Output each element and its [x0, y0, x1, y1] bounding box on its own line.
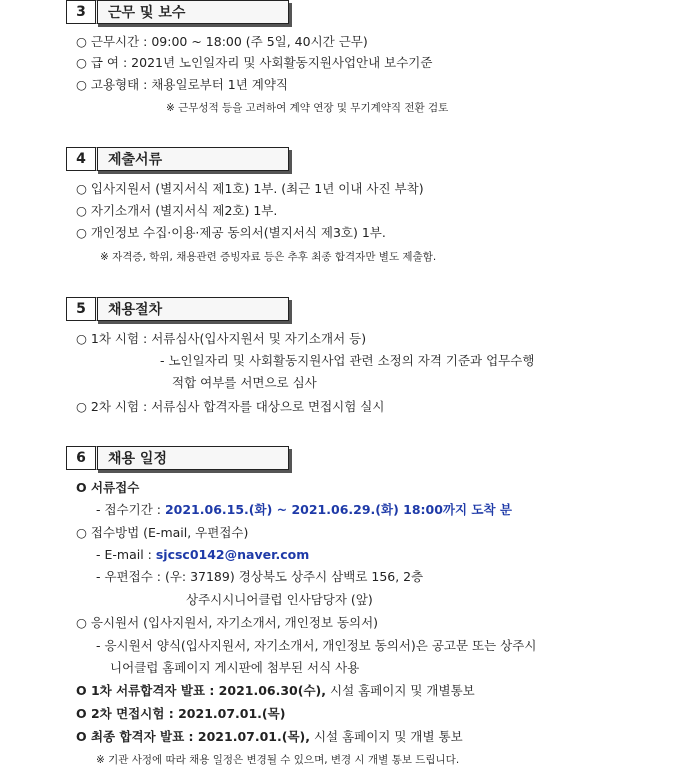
first-result-rest: 시설 홈페이지 및 개별통보: [326, 683, 475, 698]
section-number: 4: [66, 147, 95, 171]
note: ※ 자격증, 학위, 채용관련 증빙자료 등은 추후 최종 합격자만 별도 제출함.: [100, 251, 437, 263]
doc-privacy-consent: ○ 개인정보 수집·이용·제공 동의서(별지서식 제3호) 1부.: [76, 225, 386, 240]
section-6-header: [66, 446, 289, 470]
email-row: [96, 546, 309, 564]
employment-type: ○ 고용형태 : 채용일로부터 1년 계약직: [76, 77, 288, 92]
forms-detail: - 응시원서 양식(입사지원서, 자기소개서, 개인정보 동의서)은 공고문 또는 상주시: [96, 638, 537, 653]
section-number: 5: [66, 297, 95, 321]
final-result-row: [76, 728, 463, 746]
postal-recipient: 상주시시니어클럽 인사담당자 (앞): [186, 592, 373, 607]
section-title: 제출서류: [95, 147, 289, 171]
reception-period: [96, 501, 512, 519]
section-title: 근무 및 보수: [95, 0, 289, 24]
schedule-note: ※ 기관 사정에 따라 채용 일정은 변경될 수 있으며, 변경 시 개별 통보 드립니다.: [96, 754, 460, 766]
final-result-bold: O 최종 합격자 발표 : 2021.07.01.(목),: [76, 729, 310, 744]
first-exam-detail: - 노인일자리 및 사회활동지원사업 관련 소정의 자격 기준과 업무수행: [160, 353, 535, 368]
section-title: 채용 일정: [95, 446, 289, 470]
section-number: 3: [66, 0, 95, 24]
doc-self-intro: ○ 자기소개서 (별지서식 제2호) 1부.: [76, 203, 278, 218]
first-result-row: [76, 682, 475, 700]
forms-detail-cont: 니어클럽 홈페이지 게시판에 첨부된 서식 사용: [110, 660, 360, 675]
section-title: 채용절차: [95, 297, 289, 321]
section-number: 6: [66, 446, 95, 470]
first-exam: ○ 1차 시험 : 서류심사(입사지원서 및 자기소개서 등): [76, 331, 367, 346]
application-forms: ○ 응시원서 (입사지원서, 자기소개서, 개인정보 동의서): [76, 615, 379, 630]
document-reception: O 서류접수: [76, 480, 140, 495]
email-label: - E-mail :: [96, 547, 156, 562]
note: ※ 근무성적 등을 고려하여 계약 연장 및 무기계약직 전환 검토: [166, 102, 449, 114]
section-4-header: [66, 147, 289, 171]
reception-period-label: - 접수기간 :: [96, 502, 165, 517]
section-5-header: [66, 297, 289, 321]
work-hours: ○ 근무시간 : 09:00 ~ 18:00 (주 5일, 40시간 근무): [76, 34, 368, 49]
reception-method: ○ 접수방법 (E-mail, 우편접수): [76, 525, 249, 540]
section-3-header: [66, 0, 289, 24]
first-result-bold: O 1차 서류합격자 발표 : 2021.06.30(수),: [76, 683, 327, 698]
postal-address: - 우편접수 : (우: 37189) 경상북도 상주시 삼백로 156, 2층: [96, 569, 424, 584]
doc-application: ○ 입사지원서 (별지서식 제1호) 1부. (최근 1년 이내 사진 부착): [76, 181, 424, 196]
salary: ○ 급 여 : 2021년 노인일자리 및 사회활동지원사업안내 보수기준: [76, 55, 433, 70]
first-exam-detail-cont: 적합 여부를 서면으로 심사: [172, 375, 317, 390]
second-exam: ○ 2차 시험 : 서류심사 합격자를 대상으로 면접시험 실시: [76, 399, 385, 414]
final-result-rest: 시설 홈페이지 및 개별 통보: [309, 729, 463, 744]
email-address[interactable]: sjcsc0142@naver.com: [155, 547, 310, 562]
interview-date: O 2차 면접시험 : 2021.07.01.(목): [76, 706, 286, 721]
reception-period-value: 2021.06.15.(화) ~ 2021.06.29.(화) 18:00까지 도착 분: [164, 502, 513, 517]
